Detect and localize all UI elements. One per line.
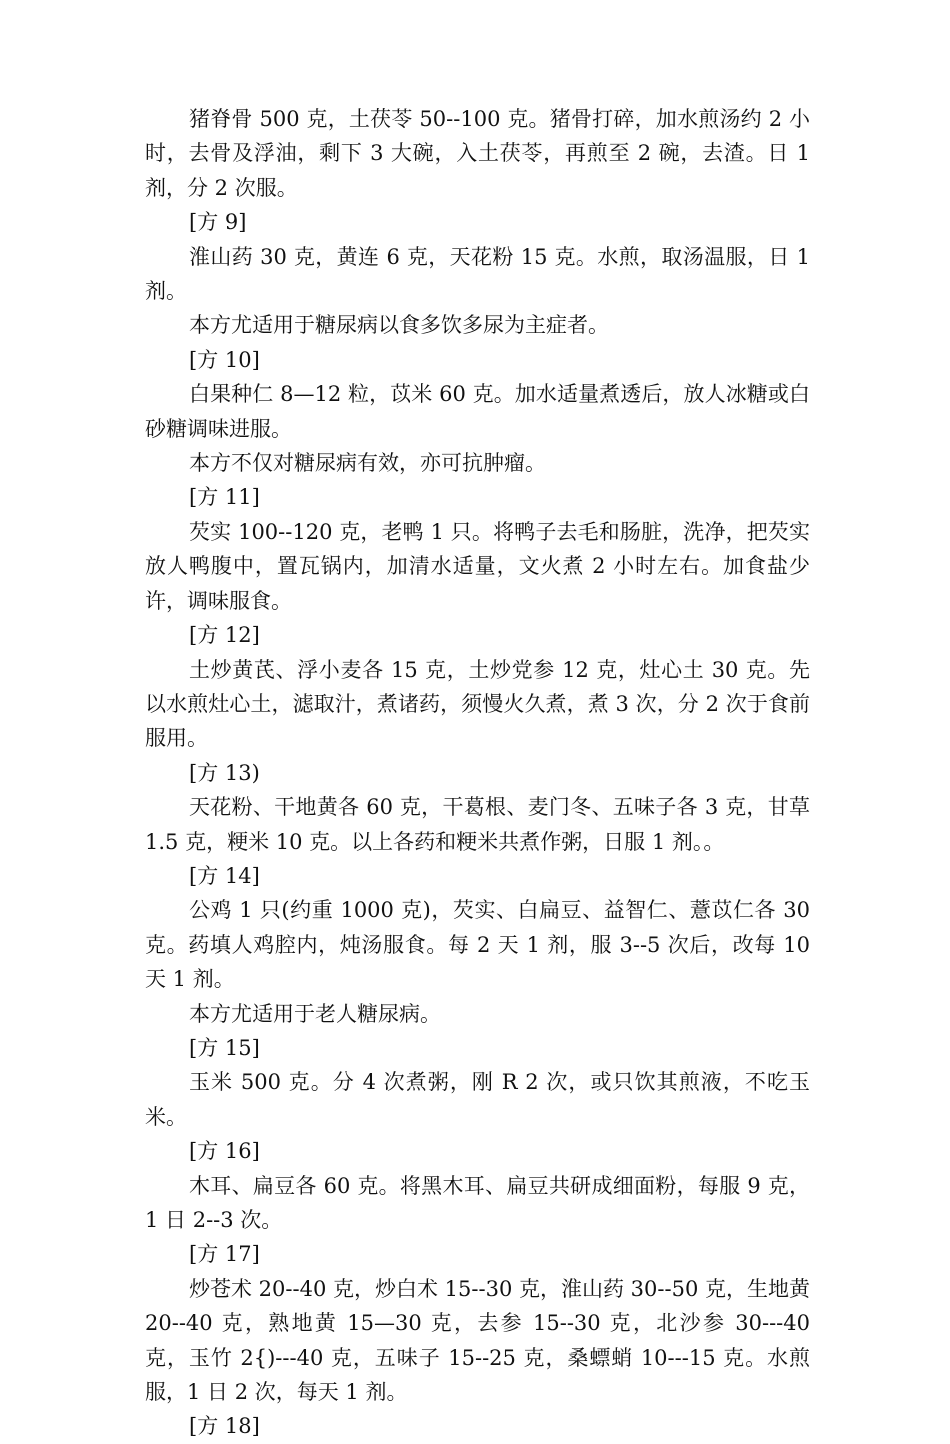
paragraph-recipe-9-note: 本方尤适用于糖尿病以食多饮多尿为主症者。	[189, 313, 609, 338]
document-page	[145, 102, 810, 1444]
paragraph-recipe-10-body: 白果种仁 8—12 粒，苡米 60 克。加水适量煮透后，放人冰糖或白砂糖调味进服。	[145, 382, 810, 441]
heading-recipe-12: [方 12]	[189, 623, 260, 648]
paragraph-recipe-13-body: 天花粉、干地黄各 60 克，干葛根、麦门冬、五味子各 3 克，甘草 1.5 克，粳米 10 克。以上各药和粳米共煮作粥，日服 1 剂。。	[145, 795, 810, 854]
paragraph-recipe-12-body: 土炒黄芪、浮小麦各 15 克，土炒党参 12 克，灶心土 30 克。先以水煎灶心土，滤取汁，煮诸药，须慢火久煮，煮 3 次，分 2 次于食前服用。	[145, 657, 810, 751]
heading-recipe-18: [方 18]	[189, 1414, 260, 1439]
paragraph-recipe-11-body: 芡实 100--120 克，老鸭 1 只。将鸭子去毛和肠脏，洗净，把芡实放人鸭腹中，置瓦锅内，加清水适量，文火煮 2 小时左右。加食盐少许，调味服食。	[145, 519, 810, 613]
paragraph-recipe-15-body: 玉米 500 克。分 4 次煮粥，刚 R 2 次，或只饮其煎液，不吃玉米。	[145, 1070, 810, 1129]
paragraph-recipe-16-body: 木耳、扁豆各 60 克。将黑木耳、扁豆共研成细面粉，每服 9 克，1 日 2--3 次。	[145, 1173, 810, 1232]
paragraph-recipe-9-body: 淮山药 30 克，黄连 6 克，天花粉 15 克。水煎，取汤温服，日 1 剂。	[145, 244, 810, 304]
heading-recipe-9: [方 9]	[189, 210, 247, 235]
paragraph-recipe-17-body: 炒苍术 20--40 克，炒白术 15--30 克，淮山药 30--50 克，生地黄 20--40 克，熟地黄 15—30 克，去参 15--30 克，北沙参 30---40 克，玉竹 2{)---40 克，五味子 15--25 克，桑螵蛸 10---15 克。水煎服，1 日 2 次，每天 1 剂。	[145, 1276, 810, 1405]
heading-recipe-15: [方 15]	[189, 1035, 260, 1060]
heading-recipe-14: [方 14]	[189, 863, 260, 888]
heading-recipe-10: [方 10]	[189, 347, 260, 372]
heading-recipe-17: [方 17]	[189, 1242, 260, 1267]
paragraph-recipe-14-note: 本方尤适用于老人糖尿病。	[189, 1001, 441, 1026]
paragraph-recipe-10-note: 本方不仅对糖尿病有效，亦可抗肿瘤。	[189, 451, 546, 476]
paragraph-recipe-14-body: 公鸡 1 只(约重 1000 克)，芡实、白扁豆、益智仁、薏苡仁各 30 克。药填人鸡腔内，炖汤服食。每 2 天 1 剂，服 3--5 次后，改每 10 天 1 剂。	[145, 898, 810, 992]
heading-recipe-11: [方 11]	[189, 485, 260, 510]
paragraph-recipe-8-body: 猪脊骨 500 克，土茯苓 50--100 克。猪骨打碎，加水煎汤约 2 小时，去骨及浮油，剩下 3 大碗，入土茯苓，再煎至 2 碗，去渣。日 1 剂，分 2 次服。	[145, 107, 810, 200]
heading-recipe-13: [方 13)	[189, 760, 260, 785]
heading-recipe-16: [方 16]	[189, 1139, 260, 1164]
